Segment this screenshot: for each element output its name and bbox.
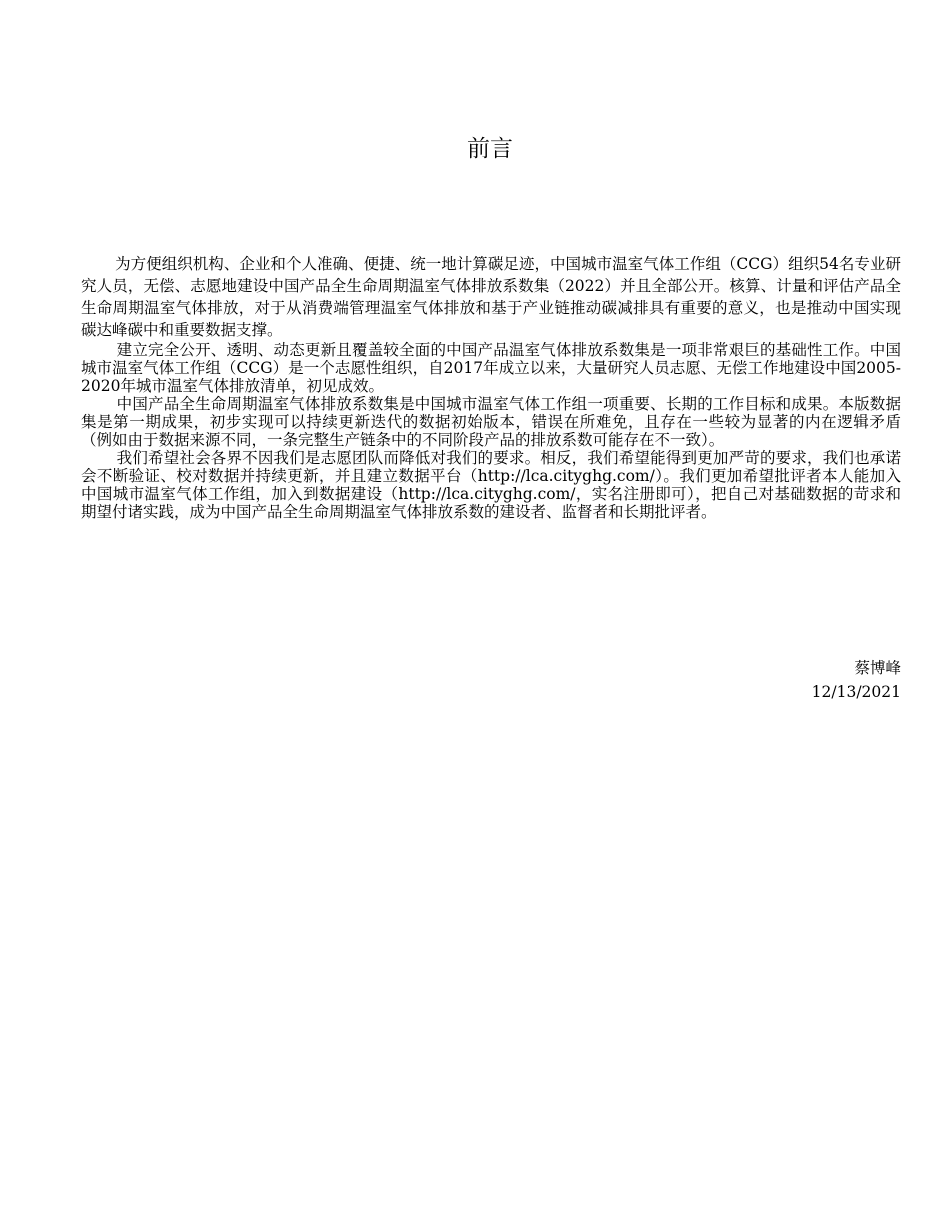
author-name: 蔡博峰 (854, 659, 901, 677)
paragraph-3: 中国产品全生命周期温室气体排放系数集是中国城市温室气体工作组一项重要、长期的工作目标和成果。本版数据集是第一期成果，初步实现可以持续更新迭代的数据初始版本，错误在所难免，且存在一些较为显著的内在逻辑矛盾（例如由于数据来源不同，一条完整生产链条中的不同阶段产品的排放系数可能存在不一致）。 (81, 395, 901, 449)
signature-date: 12/13/2021 (811, 683, 901, 701)
paragraph-4: 我们希望社会各界不因我们是志愿团队而降低对我们的要求。相反，我们希望能得到更加严苛的要求，我们也承诺会不断验证、校对数据并持续更新，并且建立数据平台（http://lca.cityghg.com/）。我们更加希望批评者本人能加入中国城市温室气体工作组，加入到数据建设（http://lca.cityghg.com/，实名注册即可），把自己对基础数据的苛求和期望付诸实践，成为中国产品全生命周期温室气体排放系数的建设者、监督者和长期批评者。 (81, 449, 901, 521)
paragraph-1: 为方便组织机构、企业和个人准确、便捷、统一地计算碳足迹，中国城市温室气体工作组（CCG）组织54名专业研究人员，无偿、志愿地建设中国产品全生命周期温室气体排放系数集（2022）并且全部公开。核算、计量和评估产品全生命周期温室气体排放，对于从消费端管理温室气体排放和基于产业链推动碳减排具有重要的意义，也是推动中国实现碳达峰碳中和重要数据支撑。 (81, 255, 901, 339)
signature-block (812, 656, 901, 704)
preface-body (81, 253, 901, 521)
page-title: 前言 (467, 136, 513, 162)
paragraph-2: 建立完全公开、透明、动态更新且覆盖较全面的中国产品温室气体排放系数集是一项非常艰巨的基础性工作。中国城市温室气体工作组（CCG）是一个志愿性组织，自2017年成立以来，大量研究人员志愿、无偿工作地建设中国2005-2020年城市温室气体排放清单，初见成效。 (81, 341, 901, 395)
